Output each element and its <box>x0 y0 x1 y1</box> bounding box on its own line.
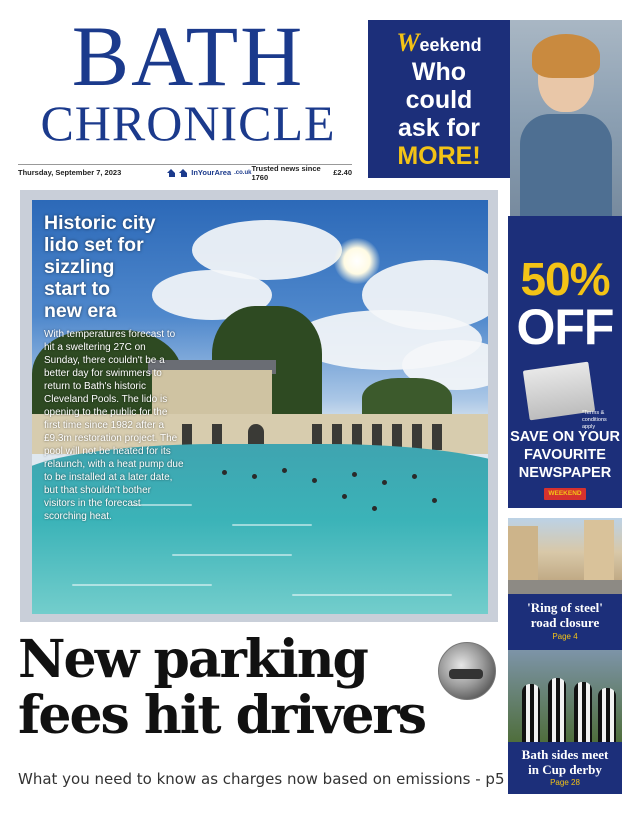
issue-date: Thursday, September 7, 2023 <box>18 168 122 177</box>
lido-story[interactable] <box>44 212 184 523</box>
lido-headline-line: new era <box>44 300 117 322</box>
house-icon <box>179 169 188 177</box>
teaser-title-line: 'Ring of steel' <box>527 600 603 615</box>
main-headline-line: New parking <box>18 629 367 690</box>
lido-headline-line: start to <box>44 278 111 300</box>
offer-save-text <box>508 428 622 482</box>
weekend-line: could <box>405 86 473 114</box>
lido-headline-line: sizzling <box>44 256 115 278</box>
teaser-title-line: road closure <box>530 615 600 630</box>
save-line: NEWSPAPER <box>518 465 612 481</box>
teaser-title-line: in Cup derby <box>528 762 602 777</box>
weekend-line: ask for <box>398 114 480 142</box>
weekend-line: Who <box>411 58 467 86</box>
main-subheadline: What you need to know as charges now based on emissions - p5 <box>18 770 505 788</box>
ring-of-steel-page: Page 4 <box>552 632 578 641</box>
football-photo[interactable] <box>508 650 622 742</box>
main-headline-line: fees hit drivers <box>18 685 426 746</box>
cup-derby-title <box>508 742 622 777</box>
inyourarea-name: InYourArea <box>191 168 232 177</box>
offer-promo[interactable] <box>508 216 622 508</box>
teaser-title-line: Bath sides meet <box>521 747 609 762</box>
lido-headline-line: lido set for <box>44 234 144 256</box>
weekend-brand <box>368 28 510 58</box>
weekend-highlight: MORE! <box>397 142 481 170</box>
weekend-initial: W <box>396 28 420 57</box>
lido-headline <box>44 212 184 322</box>
offer-off: OFF <box>516 299 614 355</box>
cover-price: £2.40 <box>333 168 352 177</box>
weekend-rest: eekend <box>419 35 482 55</box>
inyourarea-logo <box>167 168 251 177</box>
house-icon <box>167 169 176 177</box>
lido-headline-line: Historic city <box>44 212 156 234</box>
terms-line: apply <box>582 424 596 430</box>
lido-body: With temperatures forecast to hit a sweltering 27C on Sunday, there couldn't be a better day for swimmers to return to Bath's historic Cleveland Pools. The lido is opening to the public for the first time since 1982 after a £9.3m restoration project. The pool will not be heated for its relaunch, with a heat pump due to be installed at a later date, but that shouldn't bother visitors in the forecast scorching heat. <box>44 329 184 522</box>
main-headline[interactable] <box>18 629 498 746</box>
cup-derby-page: Page 28 <box>550 778 580 787</box>
masthead-title-chronicle: CHRONICLE <box>40 95 336 151</box>
masthead <box>18 8 358 151</box>
weekend-badge: WEEKEND <box>544 488 586 500</box>
weekend-promo[interactable] <box>368 20 510 178</box>
sun-icon <box>334 238 380 284</box>
masthead-title-bath: BATH <box>71 8 305 104</box>
cup-derby-teaser[interactable] <box>508 742 622 794</box>
terms-line: *Terms & <box>582 410 605 416</box>
tagline: Trusted news since 1760 <box>251 163 321 182</box>
offer-percent: 50% <box>520 253 610 305</box>
save-line: FAVOURITE <box>524 447 606 463</box>
terms-line: conditions <box>582 417 607 423</box>
masthead-strip <box>18 164 352 180</box>
save-line: SAVE ON YOUR <box>510 429 620 445</box>
car-exhaust-icon <box>438 642 496 700</box>
inyourarea-domain: .co.uk <box>234 169 252 176</box>
ring-of-steel-photo[interactable] <box>508 518 622 594</box>
ring-of-steel-title <box>508 594 622 630</box>
ring-of-steel-teaser[interactable] <box>508 594 622 650</box>
